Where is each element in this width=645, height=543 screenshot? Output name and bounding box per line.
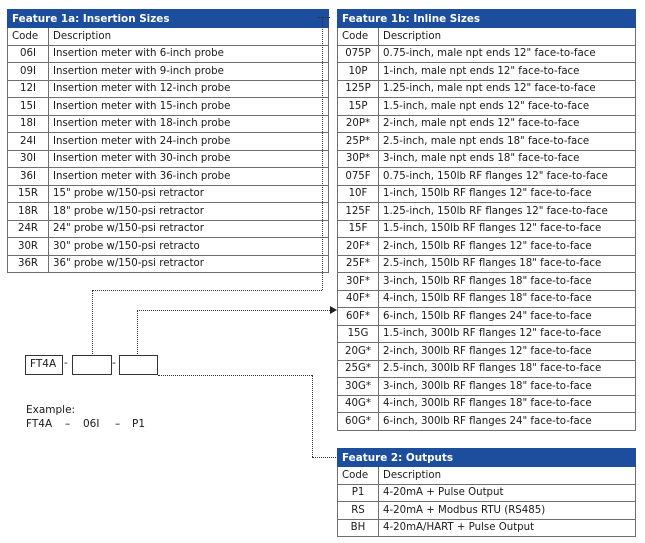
column-header-code: Code: [8, 28, 49, 46]
row-code: 36I: [8, 168, 49, 186]
insertion-rows: [8, 45, 329, 185]
table-row: [338, 98, 636, 116]
table-row: [338, 255, 636, 273]
table-row: [338, 484, 636, 502]
column-header-description: Description: [379, 467, 636, 485]
row-code: 40G*: [338, 395, 379, 413]
table-row: [8, 133, 329, 151]
example-size-code: 06I: [83, 418, 100, 430]
connector-line: [318, 17, 330, 18]
row-description: 4-inch, 150lb RF flanges 18" face-to-face: [379, 290, 636, 308]
row-code: 30I: [8, 150, 49, 168]
feature-1a-title: Feature 1a: Insertion Sizes: [8, 10, 329, 28]
table-row: [8, 185, 329, 203]
row-description: 24" probe w/150-psi retractor: [49, 220, 329, 238]
row-code: 20F*: [338, 238, 379, 256]
row-description: Insertion meter with 24-inch probe: [49, 133, 329, 151]
row-code: 20P*: [338, 115, 379, 133]
table-row: [8, 63, 329, 81]
feature-1b-title: Feature 1b: Inline Sizes: [338, 10, 636, 28]
table-row: [338, 519, 636, 537]
row-code: 24R: [8, 220, 49, 238]
row-code: 30F*: [338, 273, 379, 291]
row-code: 30R: [8, 238, 49, 256]
table-row: [338, 185, 636, 203]
row-code: 60F*: [338, 308, 379, 326]
row-description: 18" probe w/150-psi retractor: [49, 203, 329, 221]
row-description: 30" probe w/150-psi retracto: [49, 238, 329, 256]
table-row: [8, 238, 329, 256]
table-row: [338, 150, 636, 168]
row-description: 1.5-inch, male npt ends 12" face-to-face: [379, 98, 636, 116]
row-code: 15G: [338, 325, 379, 343]
row-description: 36" probe w/150-psi retractor: [49, 255, 329, 273]
row-description: 6-inch, 300lb RF flanges 24" face-to-face: [379, 413, 636, 431]
row-description: 6-inch, 150lb RF flanges 24" face-to-face: [379, 308, 636, 326]
row-description: 1-inch, 150lb RF flanges 12" face-to-face: [379, 185, 636, 203]
table-row: [338, 273, 636, 291]
row-description: 2-inch, male npt ends 12" face-to-face: [379, 115, 636, 133]
row-code: 15R: [8, 185, 49, 203]
row-description: Insertion meter with 12-inch probe: [49, 80, 329, 98]
row-description: 1.5-inch, 150lb RF flanges 12" face-to-face: [379, 220, 636, 238]
table-row: [8, 150, 329, 168]
row-description: 1.25-inch, 150lb RF flanges 12" face-to-face: [379, 203, 636, 221]
model-prefix: FT4A: [30, 358, 57, 370]
row-description: 2-inch, 150lb RF flanges 12" face-to-face: [379, 238, 636, 256]
example-separator: –: [115, 418, 121, 430]
table-row: [338, 502, 636, 520]
table-row: [8, 80, 329, 98]
connector-line: [92, 290, 93, 358]
table-row: [338, 308, 636, 326]
table-row: [8, 115, 329, 133]
row-description: Insertion meter with 6-inch probe: [49, 45, 329, 63]
row-code: 36R: [8, 255, 49, 273]
table-row: [8, 168, 329, 186]
row-description: 2-inch, 300lb RF flanges 12" face-to-face: [379, 343, 636, 361]
table-row: [338, 325, 636, 343]
row-code: 075F: [338, 168, 379, 186]
row-code: 125F: [338, 203, 379, 221]
row-code: 10F: [338, 185, 379, 203]
row-code: 15F: [338, 220, 379, 238]
feature-1a-table: [7, 9, 329, 273]
row-description: 3-inch, 150lb RF flanges 18" face-to-face: [379, 273, 636, 291]
table-row: [338, 413, 636, 431]
table-row: [8, 45, 329, 63]
row-code: 25P*: [338, 133, 379, 151]
table-row: [338, 63, 636, 81]
table-row: [338, 203, 636, 221]
row-code: RS: [338, 502, 379, 520]
row-code: 60G*: [338, 413, 379, 431]
table-row: [338, 80, 636, 98]
table-row: [8, 203, 329, 221]
output-code-slot: [119, 355, 158, 375]
row-description: 2.5-inch, 150lb RF flanges 18" face-to-face: [379, 255, 636, 273]
model-prefix-box: [25, 355, 63, 375]
row-code: BH: [338, 519, 379, 537]
row-code: 125P: [338, 80, 379, 98]
row-code: 18I: [8, 115, 49, 133]
table-row: [338, 290, 636, 308]
table-row: [338, 343, 636, 361]
row-code: 15P: [338, 98, 379, 116]
row-code: 24I: [8, 133, 49, 151]
row-description: 2.5-inch, 300lb RF flanges 18" face-to-face: [379, 360, 636, 378]
table-row: [338, 45, 636, 63]
row-description: Insertion meter with 18-inch probe: [49, 115, 329, 133]
row-description: 4-20mA + Pulse Output: [379, 484, 636, 502]
row-description: Insertion meter with 30-inch probe: [49, 150, 329, 168]
example-model: FT4A: [26, 418, 53, 430]
connector-line: [92, 290, 322, 291]
table-row: [8, 98, 329, 116]
row-description: 2.5-inch, male npt ends 18" face-to-face: [379, 133, 636, 151]
row-code: 30G*: [338, 378, 379, 396]
model-dash: -: [112, 357, 116, 369]
row-description: 1-inch, male npt ends 12" face-to-face: [379, 63, 636, 81]
table-row: [338, 133, 636, 151]
table-row: [338, 220, 636, 238]
row-description: 4-20mA + Modbus RTU (RS485): [379, 502, 636, 520]
row-description: Insertion meter with 9-inch probe: [49, 63, 329, 81]
row-code: 12I: [8, 80, 49, 98]
row-code: 06I: [8, 45, 49, 63]
row-description: 0.75-inch, male npt ends 12" face-to-face: [379, 45, 636, 63]
column-header-description: Description: [379, 28, 636, 46]
arrow-icon: [330, 306, 337, 314]
output-rows: [338, 484, 636, 537]
example-output-code: P1: [132, 418, 146, 430]
connector-line: [158, 375, 312, 376]
row-description: 1.25-inch, male npt ends 12" face-to-face: [379, 80, 636, 98]
feature-1b-table: [337, 9, 636, 431]
connector-line: [137, 310, 138, 358]
table-row: [338, 238, 636, 256]
table-row: [338, 395, 636, 413]
connector-line: [322, 17, 323, 290]
table-row: [338, 378, 636, 396]
connector-line: [312, 375, 313, 457]
row-description: 3-inch, 300lb RF flanges 18" face-to-face: [379, 378, 636, 396]
npt-rows: [338, 45, 636, 168]
row-description: Insertion meter with 15-inch probe: [49, 98, 329, 116]
row-code: 25F*: [338, 255, 379, 273]
row-code: 40F*: [338, 290, 379, 308]
example-label: Example:: [26, 404, 76, 416]
size-code-slot: [72, 355, 112, 375]
row-code: 18R: [8, 203, 49, 221]
feature-2-title: Feature 2: Outputs: [338, 449, 636, 467]
row-code: 20G*: [338, 343, 379, 361]
row-code: 15I: [8, 98, 49, 116]
row-description: 15" probe w/150-psi retractor: [49, 185, 329, 203]
connector-line: [137, 310, 330, 311]
row-description: Insertion meter with 36-inch probe: [49, 168, 329, 186]
row-code: 10P: [338, 63, 379, 81]
example-separator: –: [65, 418, 71, 430]
row-code: 075P: [338, 45, 379, 63]
row-code: 09I: [8, 63, 49, 81]
row-code: 25G*: [338, 360, 379, 378]
row-description: 3-inch, male npt ends 18" face-to-face: [379, 150, 636, 168]
table-row: [338, 115, 636, 133]
row-code: P1: [338, 484, 379, 502]
row-description: 1.5-inch, 300lb RF flanges 12" face-to-face: [379, 325, 636, 343]
retractor-rows: [8, 185, 329, 273]
row-code: 30P*: [338, 150, 379, 168]
column-header-description: Description: [49, 28, 329, 46]
model-dash: -: [64, 357, 68, 369]
connector-line: [312, 457, 338, 458]
column-header-code: Code: [338, 28, 379, 46]
row-description: 0.75-inch, 150lb RF flanges 12" face-to-face: [379, 168, 636, 186]
table-row: [338, 168, 636, 186]
feature-2-table: [337, 448, 636, 537]
row-description: 4-inch, 300lb RF flanges 18" face-to-face: [379, 395, 636, 413]
flange-rows: [338, 168, 636, 431]
column-header-code: Code: [338, 467, 379, 485]
table-row: [8, 220, 329, 238]
row-description: 4-20mA/HART + Pulse Output: [379, 519, 636, 537]
table-row: [338, 360, 636, 378]
table-row: [8, 255, 329, 273]
